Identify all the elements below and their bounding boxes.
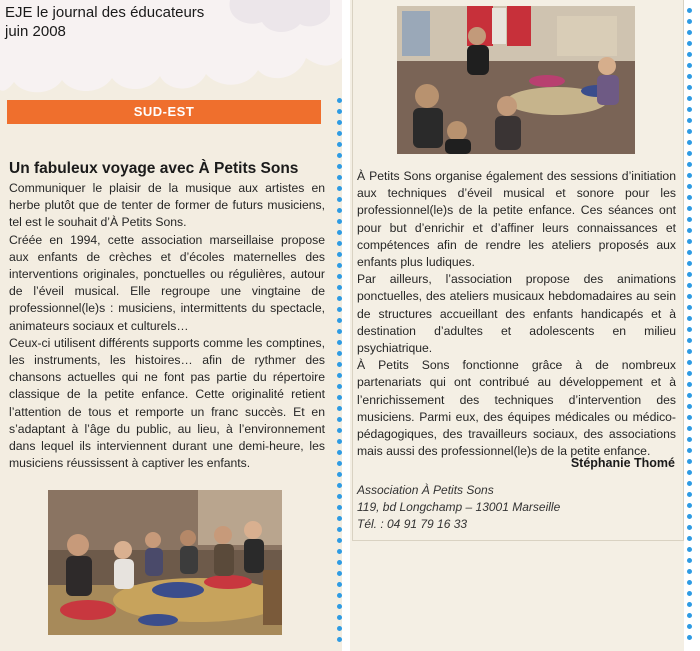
separator-dot <box>337 241 342 246</box>
separator-dot <box>687 283 692 288</box>
separator-dot <box>337 362 342 367</box>
paragraph: À Petits Sons organise également des sessions d’initiation aux techniques d’éveil musical et sonore pour les professionnel(le)s de la petite enfance. Ces séances ont pour but d’enrichir et d’affiner leurs connaissances et compétences afin de rendre les ateliers proposés aux enfants plus ludiques. <box>357 169 676 270</box>
photo-children-on-cushions <box>48 490 282 635</box>
separator-dot <box>337 373 342 378</box>
separator-dot <box>337 527 342 532</box>
separator-dot <box>687 349 692 354</box>
separator-dot <box>687 613 692 618</box>
separator-dot <box>687 250 692 255</box>
separator-dot <box>337 208 342 213</box>
separator-dot <box>337 252 342 257</box>
separator-dot <box>687 635 692 640</box>
separator-dot <box>687 558 692 563</box>
photo-music-workshop <box>397 6 635 154</box>
separator-dot <box>337 175 342 180</box>
separator-dot <box>337 593 342 598</box>
separator-dot <box>687 525 692 530</box>
separator-dot <box>337 109 342 114</box>
separator-dot <box>687 481 692 486</box>
separator-dot <box>687 217 692 222</box>
issue-date: juin 2008 <box>5 23 66 40</box>
separator-dot <box>687 580 692 585</box>
separator-dot <box>687 360 692 365</box>
separator-dot <box>337 571 342 576</box>
separator-dot <box>337 505 342 510</box>
separator-dot <box>687 492 692 497</box>
article-title: Un fabuleux voyage avec À Petits Sons <box>9 160 299 177</box>
region-banner: SUD-EST <box>7 100 321 124</box>
paragraph: Communiquer le plaisir de la musique aux artistes en herbe plutôt que de tenter de former de futurs musiciens, tel est le souhait d’À Petits Sons. <box>9 181 325 230</box>
separator-dot <box>337 538 342 543</box>
separator-dot <box>337 230 342 235</box>
separator-dot <box>337 384 342 389</box>
separator-dot <box>687 624 692 629</box>
separator-dot <box>337 406 342 411</box>
separator-dot <box>337 263 342 268</box>
left-column <box>0 0 342 651</box>
separator-dot <box>687 470 692 475</box>
association-contact <box>357 482 657 533</box>
separator-dot <box>687 162 692 167</box>
separator-dot <box>687 19 692 24</box>
separator-dot <box>687 316 692 321</box>
separator-dot <box>687 272 692 277</box>
separator-dot <box>337 615 342 620</box>
right-edge-dot-separator <box>686 8 694 648</box>
journal-masthead <box>5 3 204 41</box>
separator-dot <box>687 8 692 13</box>
separator-dot <box>337 417 342 422</box>
right-column-text <box>357 168 676 460</box>
separator-dot <box>687 503 692 508</box>
separator-dot <box>687 85 692 90</box>
separator-dot <box>337 164 342 169</box>
separator-dot <box>337 318 342 323</box>
separator-dot <box>337 120 342 125</box>
paragraph: Par ailleurs, l’association propose des animations ponctuelles, des ateliers musicaux hebdomadaires au sein de structures accueillant des enfants handicapés et à destination d’adultes et adolescents en milieu psychiatrique. <box>357 272 676 356</box>
separator-dot <box>337 582 342 587</box>
separator-dot <box>687 371 692 376</box>
separator-dot <box>687 96 692 101</box>
association-phone: Tél. : 04 91 79 16 33 <box>357 517 468 531</box>
separator-dot <box>687 173 692 178</box>
separator-dot <box>337 395 342 400</box>
separator-dot <box>687 140 692 145</box>
separator-dot <box>687 338 692 343</box>
separator-dot <box>337 274 342 279</box>
separator-dot <box>337 428 342 433</box>
paragraph: À Petits Sons fonctionne grâce à de nombreux partenariats qui ont contribué au développement et à l’enrichissement des techniques d’intervention des musiciens. Parmi eux, des équipes médicales ou médico-pédagogiques, des travailleurs sociaux, des associations mais aussi des professionnel(le)s de la petite enfance. <box>357 358 676 459</box>
separator-dot <box>687 294 692 299</box>
separator-dot <box>337 626 342 631</box>
separator-dot <box>337 131 342 136</box>
association-name: Association À Petits Sons <box>357 483 494 497</box>
separator-dot <box>687 63 692 68</box>
left-column-text <box>9 180 325 472</box>
separator-dot <box>687 74 692 79</box>
separator-dot <box>337 142 342 147</box>
separator-dot <box>337 549 342 554</box>
separator-dot <box>687 591 692 596</box>
separator-dot <box>687 129 692 134</box>
separator-dot <box>687 327 692 332</box>
association-address: 119, bd Longchamp – 13001 Marseille <box>357 500 561 514</box>
separator-dot <box>687 261 692 266</box>
separator-dot <box>337 604 342 609</box>
separator-dot <box>337 439 342 444</box>
separator-dot <box>687 514 692 519</box>
separator-dot <box>337 560 342 565</box>
separator-dot <box>337 307 342 312</box>
separator-dot <box>687 393 692 398</box>
separator-dot <box>687 206 692 211</box>
separator-dot <box>337 450 342 455</box>
separator-dot <box>337 197 342 202</box>
separator-dot <box>687 536 692 541</box>
separator-dot <box>687 426 692 431</box>
separator-dot <box>337 483 342 488</box>
separator-dot <box>687 107 692 112</box>
separator-dot <box>687 437 692 442</box>
separator-dot <box>337 98 342 103</box>
separator-dot <box>337 351 342 356</box>
separator-dot <box>687 195 692 200</box>
separator-dot <box>337 340 342 345</box>
separator-dot <box>337 153 342 158</box>
separator-dot <box>337 296 342 301</box>
paragraph: Créée en 1994, cette association marseillaise propose aux enfants de crèches et d’écoles maternelles des interventions originales, ponctuelles ou régulières, autour de l’éveil musical. Elle regroupe une vingtaine de professionnel(le)s : musiciens, intermittents du spectacle, animateurs sociaux et culturels… <box>9 232 325 333</box>
separator-dot <box>687 305 692 310</box>
separator-dot <box>687 239 692 244</box>
separator-dot <box>687 52 692 57</box>
separator-dot <box>337 329 342 334</box>
journal-name: EJE le journal des éducateurs <box>5 4 205 21</box>
separator-dot <box>337 461 342 466</box>
separator-dot <box>337 516 342 521</box>
separator-dot <box>337 186 342 191</box>
author-signature: Stéphanie Thomé <box>570 456 675 470</box>
separator-dot <box>687 404 692 409</box>
separator-dot <box>337 637 342 642</box>
separator-dot <box>687 30 692 35</box>
separator-dot <box>687 382 692 387</box>
separator-dot <box>687 547 692 552</box>
separator-dot <box>337 472 342 477</box>
separator-dot <box>687 184 692 189</box>
paragraph: Ceux-ci utilisent différents supports comme les comptines, les instruments, les histoires… afin de rythmer des chansons actuelles qui ne font pas partie du répertoire classique de la petite enfance. Cette originalité retient l’attention de tous et remporte un franc succès. Et en s’adaptant à l’âge du public, au lieu, à l’environnement dans lequel ils interviennent durant une demi-heure, les musiciens réussissent à captiver les enfants. <box>9 335 325 471</box>
separator-dot <box>337 219 342 224</box>
separator-dot <box>687 228 692 233</box>
separator-dot <box>337 285 342 290</box>
column-dot-separator <box>336 98 342 646</box>
separator-dot <box>687 41 692 46</box>
separator-dot <box>687 459 692 464</box>
separator-dot <box>687 118 692 123</box>
separator-dot <box>687 151 692 156</box>
separator-dot <box>687 448 692 453</box>
separator-dot <box>687 415 692 420</box>
separator-dot <box>687 602 692 607</box>
separator-dot <box>337 494 342 499</box>
separator-dot <box>687 569 692 574</box>
